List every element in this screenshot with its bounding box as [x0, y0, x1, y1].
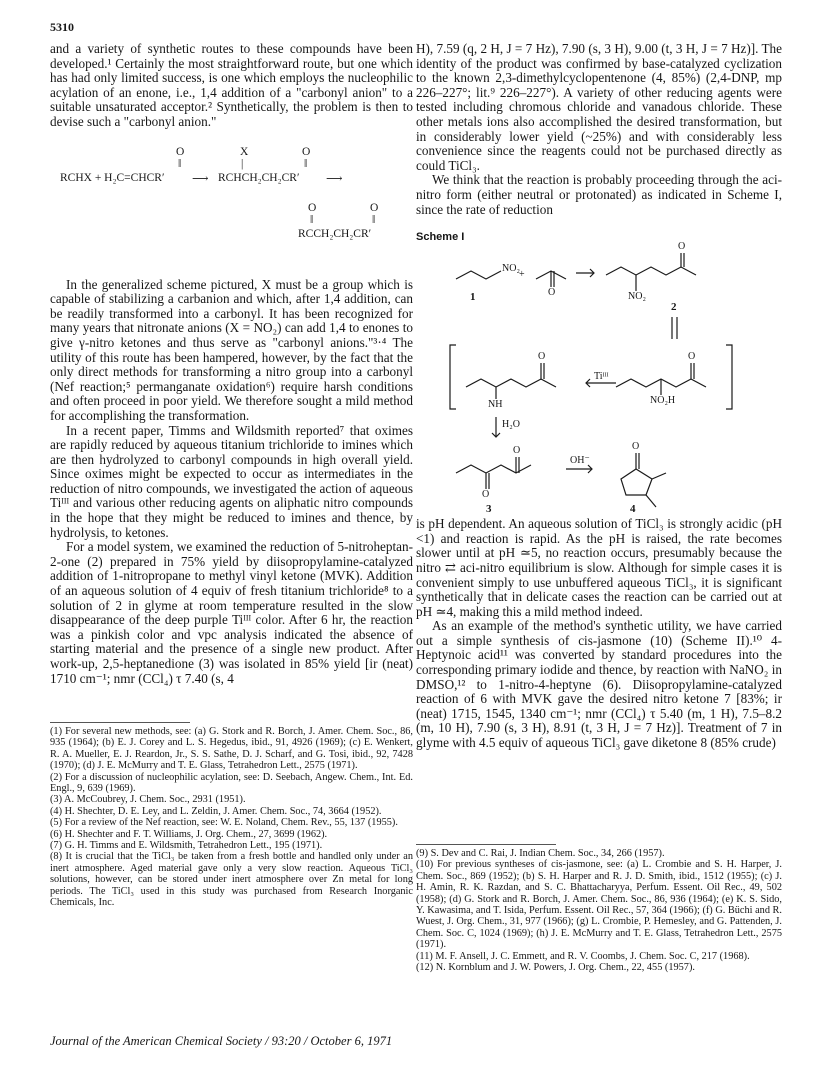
product: RCCH₂CH₂CR′ — [298, 227, 372, 240]
single-bond-mark: | — [241, 157, 244, 170]
compound-number: 1 — [470, 291, 476, 304]
reaction-label: O — [308, 201, 317, 214]
right-column — [416, 42, 782, 751]
footnote: (2) For a discussion of nucleophilic acylation, see: D. Seebach, Angew. Chem., Int. Ed. Engl., 9, 639 (1969). — [50, 771, 413, 795]
footnotes-right — [416, 844, 782, 973]
reaction-label: O — [370, 201, 379, 214]
bond — [646, 495, 656, 507]
reactants: RCHX + H₂C=CHCR′ — [60, 171, 165, 184]
left-column — [50, 42, 413, 686]
double-bond-mark: ‖ — [372, 213, 376, 226]
label: H₂O — [502, 419, 520, 431]
body-paragraph: In the generalized scheme pictured, X must be a group which is capable of stabilizing a carbanion and which, after 1,4 addition, can be readily transformed into a carbonyl. It has been recognized for many years that nitronate anions (X = NO₂) can add 1,4 to enones to give γ-nitro ketones and thus serve as "carbonyl anions."³·⁴ The utility of this route has been hampered, however, by the fact that the only direct methods for transforming a nitro group into a carbonyl (Nef reaction;⁵ permanganate oxidation⁶) require harsh conditions and often proceed in poor yield. We therefore sought a mild method for accomplishing the transformation. — [50, 276, 413, 423]
label: Tiᴵᴵᴵ — [594, 371, 609, 383]
reaction-label: O — [176, 145, 185, 158]
footnote: (7) G. H. Timms and E. Wildsmith, Tetrahedron Lett., 195 (1971). — [50, 840, 323, 852]
body-paragraph: and a variety of synthetic routes to these compounds have been developed.¹ Certainly the most straightforward route, but one which has had only limited success, is one which employs the nucleophilic acylation of an enone, i.e., 1,4 addition of a "carbonyl anion" to a suitable unsaturated acceptor.² Synthetically, the problem is then to devise such a "carbonyl anion." — [50, 41, 413, 129]
footnote-divider — [416, 844, 556, 845]
label: O — [538, 351, 546, 363]
bond — [652, 473, 666, 479]
label: O — [688, 351, 696, 363]
label: O — [678, 241, 686, 253]
footnote: (5) For a review of the Nef reaction, see: W. E. Noland, Chem. Rev., 55, 137 (1955). — [50, 817, 398, 829]
bracket — [726, 345, 732, 409]
footnote: (10) For previous syntheses of cis-jasmone, see: (a) L. Crombie and S. H. Harper, J. Chem. Soc., 869 (1952); (b) S. H. Harper and R. J. D. Smith, ibid., 1512 (1955); (c) J. H. Amin, R. K. Razdan, and S. C. Bhattacharyya, Perfum. Essent. Oil Rec., 49, 502 (1958); (d) G. Stork and R. Borch, J. Amer. Chem. Soc., 86, 936 (1964); (e) K. S. Sido, Y. Kawasima, and T. Isida, Perfum. Essent. Oil Rec., 57, 364 (1966); (f) G. Büchi and R. Wuest, J. Org. Chem., 31, 977 (1966); (g) L. Crombie, P. Hemesley, and G. Pattenden, J. Chem. Soc. C, 1024 (1969); (h) J. E. McMurry and T. E. Glass, Tetrahedron Lett., 2575 (1971). — [416, 859, 782, 951]
double-bond-mark: ‖ — [178, 157, 182, 170]
footnote: (11) M. F. Ansell, J. C. Emmett, and R. V. Coombs, J. Chem. Soc. C, 217 (1968). — [416, 950, 750, 962]
page-number: 5310 — [50, 20, 74, 34]
reaction-arrow: ⟶ — [326, 172, 343, 185]
compound-number: 2 — [671, 301, 677, 314]
label: NH — [488, 399, 503, 411]
imine-chain — [466, 379, 556, 387]
body-paragraph: As an example of the method's synthetic utility, we have carried out a simple synthesis of cis-jasmone (10) (Scheme II).¹⁰ 4-Heptynoic acid¹¹ was converted by standard procedures into the corresponding primary iodide and thence, by reaction with NaNO₂ in DMSO,¹² to 1-nitro-4-heptyne (6). Diisopropylamine-catalyzed reaction of 6 with MVK gave the desired nitro ketone 7 [83%; ir (neat) 1715, 1545, 1340 cm⁻¹; nmr (CCl₄) τ 5.40 (m, 1 H), 7.5–8.2 (m, 10 H), 7.90 (s, 3 H), 8.91 (t, 3 H, J = 7 Hz)]. Treatment of 7 in glyme with 4.5 equiv of aqueous TiCl₃ gave diketone 8 (85% crude) — [416, 618, 782, 751]
label: NO₂H — [650, 395, 676, 407]
footnote: (8) It is crucial that the TiCl₃ be taken from a fresh bottle and handled only under an inert atmosphere. Aged material gave only a very slow reaction. Aqueous TiCl₃ solutions, however, can be stored under inert atmosphere over Zn metal for long periods. The TiCl₃ used in this study was purchased from Research Inorganic Chemicals, Inc. — [50, 851, 413, 909]
body-paragraph: In a recent paper, Timms and Wildsmith reported⁷ that oximes are rapidly reduced by aqueous titanium trichloride to imines which are then hydrolyzed to carbonyl compounds in high overall yield. Since oximes might be expected to occur as intermediates in the reduction of nitro compounds, we investigated the action of aqueous Tiᴵᴵᴵ and various other reducing agents on aliphatic nitro compounds in the hope that they might be reduced to imines and thence, by hydrolysis, to ketones. — [50, 422, 413, 540]
body-paragraph: H), 7.59 (q, 2 H, J = 7 Hz), 7.90 (s, 3 H), 9.00 (t, 3 H, J = 7 Hz)]. The identity of the product was confirmed by base-catalyzed cyclization to the known 2,3-dimethylcyclopentenone (4, 85%) (2,4-DNP, mp 226–227°; lit.⁹ 226–227°). A variety of other reducing agents were tested including chromous chloride and vanadous chloride. These other metals ions also accomplished the desired transformation, but in considerably lower yield (~25%) and with considerably less convenience since the reagents could not be purchased directly as could TiCl₃. — [416, 41, 782, 173]
nitroketone-chain — [606, 267, 696, 275]
scheme-title: Scheme I — [416, 231, 465, 244]
footnote: (9) S. Dev and C. Rai, J. Indian Chem. Soc., 34, 266 (1957). — [416, 848, 665, 859]
footnote: (12) N. Kornblum and J. W. Powers, J. Org. Chem., 22, 455 (1957). — [416, 962, 695, 974]
journal-footer: Journal of the American Chemical Society / 93:20 / October 6, 1971 — [50, 1034, 393, 1048]
footnote-divider — [50, 722, 190, 723]
footnotes-left — [50, 722, 413, 909]
cyclopentenone-ring — [621, 469, 652, 495]
diketone-chain — [456, 465, 531, 473]
bracket — [450, 345, 456, 409]
label: NO₂ — [502, 263, 520, 275]
footnote: (3) A. McCoubrey, J. Chem. Soc., 2931 (1951). — [50, 794, 246, 806]
label: O — [482, 489, 490, 501]
footnote: (6) H. Shechter and F. T. Williams, J. Org. Chem., 27, 3699 (1962). — [50, 828, 328, 840]
label: OH⁻ — [570, 455, 590, 467]
reaction-arrow: ⟶ — [192, 172, 209, 185]
label: O — [548, 287, 556, 299]
compound-number: 3 — [486, 503, 492, 516]
scheme-diagram — [416, 241, 782, 517]
label: O — [513, 445, 521, 457]
compound-number: 4 — [630, 503, 636, 516]
nitropropane-chain — [456, 271, 501, 279]
reaction-label: O — [302, 145, 311, 158]
reaction-label: X — [240, 145, 249, 158]
footnote: (1) For several new methods, see: (a) G. Stork and R. Borch, J. Amer. Chem. Soc., 86, 935 (1964); (b) E. J. Corey and L. S. Hegedus, ibid., 91, 4926 (1969); (c) E. Wenkert, R. A. Mueller, E. J. Reardon, Jr., S. S. Sathe, D. J. Scharf, and G. Tosi, ibid., 92, 7428 (1970); (d) J. E. McMurry and T. E. Glass, Tetrahedron Lett., 2575 (1971). — [50, 726, 413, 772]
label: NO₂ — [628, 291, 646, 303]
double-bond-mark: ‖ — [310, 213, 314, 226]
intermediate: RCHCH₂CH₂CR′ — [218, 171, 300, 184]
body-paragraph: is pH dependent. An aqueous solution of TiCl₃ is strongly acidic (pH <1) and reaction is rapid. As the pH is raised, the rate becomes slower until at pH ≃5, no reaction occurs, presumably because the nitro ⇄ aci-nitro equilibrium is slow. Although for simple cases it is convenient simply to use unbuffered aqueous TiCl₃, it is significant synthetically that in delicate cases the reaction can be carried out at pH ≃4, making this a mild method indeed. — [416, 516, 782, 619]
scheme-structures — [416, 247, 782, 517]
body-paragraph: For a model system, we examined the reduction of 5-nitroheptan-2-one (2) prepared in 75% yield by diisopropylamine-catalyzed addition of 1-nitropropane to methyl vinyl ketone (MVK). Addition of an aqueous solution of 4 equiv of fresh titanium trichloride⁸ to a solution of 2 in glyme at room temperature resulted in the slow disappearance of the deep purple Tiᴵᴵᴵ color. After 6 hr, the reaction was a pinkish color and vpc analysis indicated the absence of starting material and the presence of a single new product. After work-up, 2,5-heptanedione (3) was isolated in 85% yield [ir (neat) 1710 cm⁻¹; nmr (CCl₄) τ 7.40 (s, 4 — [50, 539, 413, 686]
body-paragraph: We think that the reaction is probably proceeding through the aci-nitro form (either neutral or protonated) as indicated in Scheme I, since the rate of reduction — [416, 172, 782, 217]
footnote: (4) H. Shechter, D. E. Ley, and L. Zeldin, J. Amer. Chem. Soc., 74, 3664 (1952). — [50, 805, 382, 817]
double-bond-mark: ‖ — [304, 157, 308, 170]
reaction-scheme — [50, 140, 413, 264]
label: + — [519, 269, 525, 281]
label: O — [632, 441, 640, 453]
